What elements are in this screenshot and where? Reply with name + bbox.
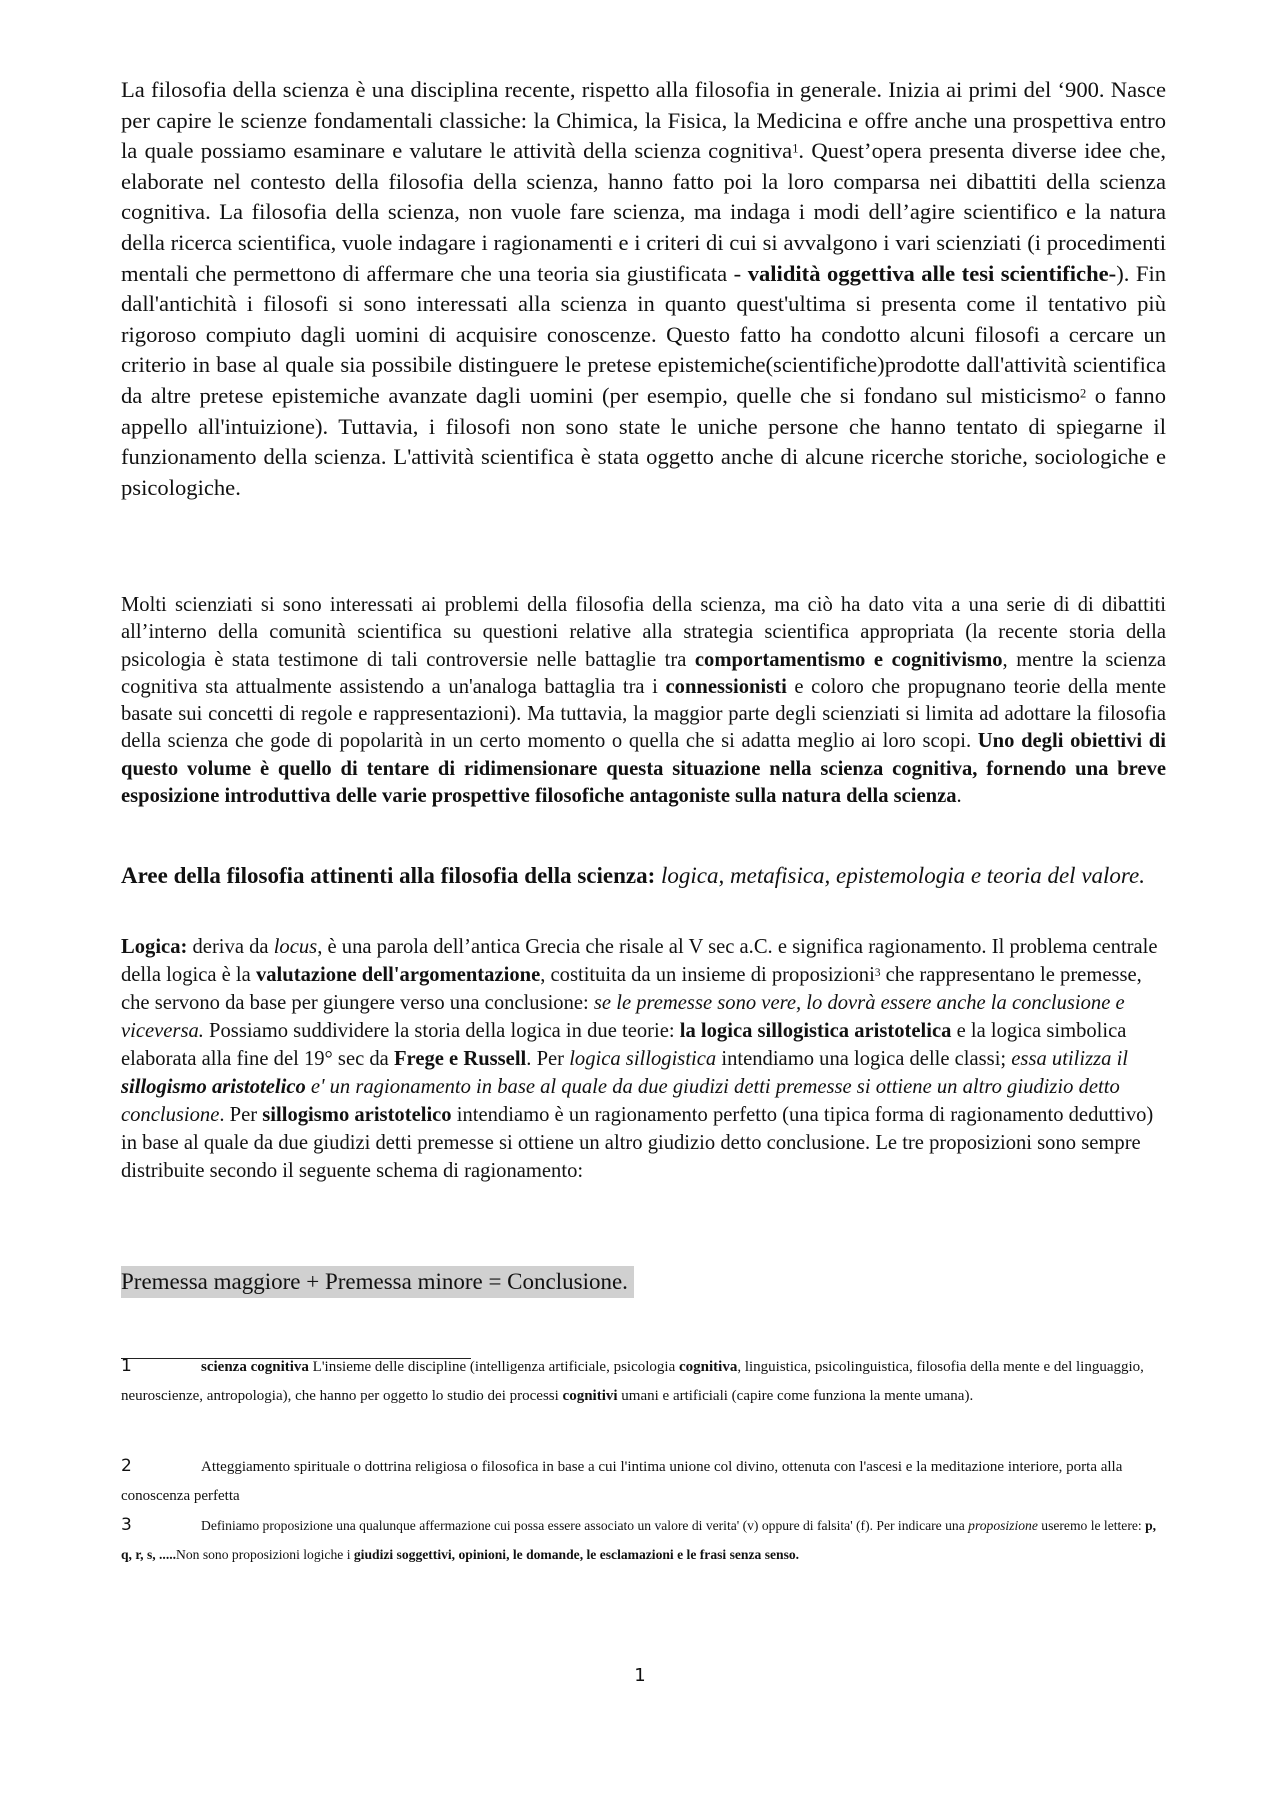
bold-text: Logica: bbox=[121, 936, 188, 958]
bold-text: cognitivi bbox=[562, 1388, 618, 1404]
italic-text: e' un ragionamento in base al quale da due giudizi detti premesse si ottiene un altro giudizio detto conclusione bbox=[121, 1076, 1120, 1126]
bold-text: cognitiva bbox=[678, 1359, 738, 1375]
text-run: che rappresentano le premesse, che servono da base per giungere verso una conclusione: bbox=[121, 964, 1142, 1014]
text-run: o fanno appello all'intuizione). Tuttavia, i filosofi non sono state le uniche persone che hanno tentato di spiegarne il funzionamento della scienza. L'attività scientifica è stata oggetto anche di alcune ricerche storiche, sociologiche e psicologiche. bbox=[121, 382, 1167, 500]
text-run: Possiamo suddividere la storia della logica in due teorie: bbox=[203, 1020, 680, 1042]
heading-italic: logica, metafisica, epistemologia e teoria del valore. bbox=[655, 863, 1145, 888]
text-run: Non sono proposizioni logiche i bbox=[176, 1547, 354, 1562]
text-run: ). Fin dall'antichità i filosofi si sono interessati alla scienza in quanto quest'ultima si presenta come il tentativo più rigoroso compiuto dagli uomini di acquisire conoscenze. Questo fatto ha condotto alcuni filosofi a cercare un criterio in base al quale sia possibile distinguere le pretese epistemiche(scientifiche)prodotte dall'attività scientifica da altre pretese epistemiche avanzate dagli uomini (per esempio, quelle che si fondano sul misticismo bbox=[121, 260, 1167, 408]
text-run: , mentre la scienza cognitiva sta attualmente assistendo a un'analoga battaglia tra i bbox=[121, 648, 1166, 698]
paragraph-logica bbox=[121, 933, 1166, 1185]
bold-italic-text: sillogismo aristotelico bbox=[121, 1076, 306, 1098]
schema-highlight: Premessa maggiore + Premessa minore = Conclusione. bbox=[121, 1266, 634, 1298]
text-run: Atteggiamento spirituale o dottrina religiosa o filosofica in base a cui l'intima unione col divino, ottenuta con l'ascesi e la meditazione interiore, porta alla conoscenza perfetta bbox=[121, 1459, 1123, 1504]
footnote-ref-3[interactable]: 3 bbox=[874, 966, 881, 979]
text-run: Definiamo proposizione una qualunque affermazione cui possa essere associato un valore di verita' (v) oppure di falsita' (f). Per indicare una bbox=[201, 1518, 969, 1533]
text-run: e la logica simbolica elaborata alla fine del 19° sec da bbox=[121, 1020, 1127, 1070]
bold-text: comportamentismo e cognitivismo bbox=[694, 648, 1003, 671]
bold-text: la logica sillogistica aristotelica bbox=[679, 1020, 952, 1042]
text-run: , costituita da un insieme di proposizioni bbox=[540, 964, 875, 986]
text-run: , è una parola dell’antica Grecia che risale al V sec a.C. e significa ragionamento. Il problema centrale della logica è la bbox=[121, 936, 1158, 986]
text-run: , linguistica, psicolinguistica, filosofia della mente e del linguaggio, neuroscienze, antropologia), che hanno per oggetto lo studio dei processi bbox=[121, 1359, 1144, 1404]
footnote-number: 1 bbox=[121, 1356, 132, 1376]
footnote-2 bbox=[121, 1452, 1166, 1511]
footnote-number: 3 bbox=[121, 1515, 132, 1535]
bold-text: Uno degli obiettivi di questo volume è quello di tentare di ridimensionare questa situazione nella scienza cognitiva, fornendo una breve esposizione introduttiva delle varie prospettive filosofiche antagoniste sulla natura della scienza bbox=[121, 730, 1166, 808]
italic-text: proposizione bbox=[968, 1518, 1038, 1533]
text-run: . Per bbox=[526, 1048, 570, 1070]
section-heading bbox=[121, 860, 1166, 891]
italic-text: essa utilizza il bbox=[1011, 1048, 1129, 1070]
italic-text: locus bbox=[273, 936, 318, 958]
text-run: . Per bbox=[219, 1104, 263, 1126]
text-run: umani e artificiali (capire come funziona la mente umana). bbox=[617, 1388, 974, 1404]
text-run: Molti scienziati si sono interessati ai problemi della filosofia della scienza, ma ciò ha dato vita a una serie di di dibattiti all’interno della comunità scientifica su questioni relative alla strategia scientifica appropriata (la recente storia della psicologia è stata testimone di tali controversie nelle battaglie tra bbox=[121, 594, 1166, 671]
bold-text: Frege e Russell bbox=[393, 1048, 527, 1070]
bold-text: scienza cognitiva bbox=[201, 1359, 309, 1375]
footnote-ref-1[interactable]: 1 bbox=[792, 141, 799, 156]
bold-text: sillogismo aristotelico bbox=[262, 1104, 452, 1126]
italic-text: se le premesse sono vere, lo dovrà essere anche la conclusione e viceversa. bbox=[121, 992, 1125, 1042]
bold-text: connessionisti bbox=[665, 675, 787, 698]
text-run: La filosofia della scienza è una disciplina recente, rispetto alla filosofia in generale. Inizia ai primi del ‘900. Nasce per capire le scienze fondamentali classiche: la Chimica, la Fisica, la Medicina e offre anche una prospettiva entro la quale possiamo esaminare e valutare le attività della scienza cognitiva bbox=[121, 77, 1166, 164]
bold-text: validità oggettiva alle tesi scientifiche- bbox=[747, 260, 1117, 286]
text-run: deriva da bbox=[187, 936, 274, 958]
text-run: useremo le lettere: bbox=[1037, 1518, 1146, 1533]
text-run: . bbox=[956, 785, 962, 808]
bold-text: p, q, r, s, ..... bbox=[121, 1518, 1157, 1562]
text-run: e coloro che propugnano teorie della mente basate sui concetti di regole e rappresentazioni). Ma tuttavia, la maggior parte degli scienziati si limita ad adottare la filosofia della scienza che gode di popolarità in un certo momento o quella che si adatta meglio ai loro scopi. bbox=[121, 675, 1166, 753]
page-number: 1 bbox=[634, 1665, 646, 1686]
text-run: . Quest’opera presenta diverse idee che, elaborate nel contesto della filosofia della scienza, hanno fatto poi la loro comparsa nei dibattiti della scienza cognitiva. La filosofia della scienza, non vuole fare scienza, ma indaga i modi dell’agire scientifico e la natura della ricerca scientifica, vuole indagare i ragionamenti e i criteri di cui si avvalgono i vari scienziati (i procedimenti mentali che permettono di affermare che una teoria sia giustificata - bbox=[121, 138, 1166, 286]
text-run: intendiamo una logica delle classi; bbox=[716, 1048, 1012, 1070]
bold-text: valutazione dell'argomentazione bbox=[255, 964, 541, 986]
text-run: L'insieme delle discipline (intelligenza artificiale, psicologia bbox=[308, 1359, 679, 1375]
heading-bold: Aree della filosofia attinenti alla filosofia della scienza: bbox=[121, 863, 656, 888]
paragraph-intro bbox=[121, 75, 1166, 503]
italic-text: logica sillogistica bbox=[569, 1048, 717, 1070]
footnote-3 bbox=[121, 1511, 1166, 1569]
text-run: intendiamo è un ragionamento perfetto (una tipica forma di ragionamento deduttivo) in base al quale da due giudizi detti premesse si ottiene un altro giudizio detto conclusione. Le tre proposizioni sono sempre distribuite secondo il seguente schema di ragionamento: bbox=[121, 1104, 1154, 1182]
bold-text: giudizi soggettivi, opinioni, le domande, le esclamazioni e le frasi senza senso. bbox=[353, 1547, 800, 1562]
paragraph-scientists bbox=[121, 592, 1166, 810]
footnote-ref-2[interactable]: 2 bbox=[1080, 386, 1087, 401]
footnote-number: 2 bbox=[121, 1456, 132, 1476]
footnote-1 bbox=[121, 1352, 1166, 1411]
